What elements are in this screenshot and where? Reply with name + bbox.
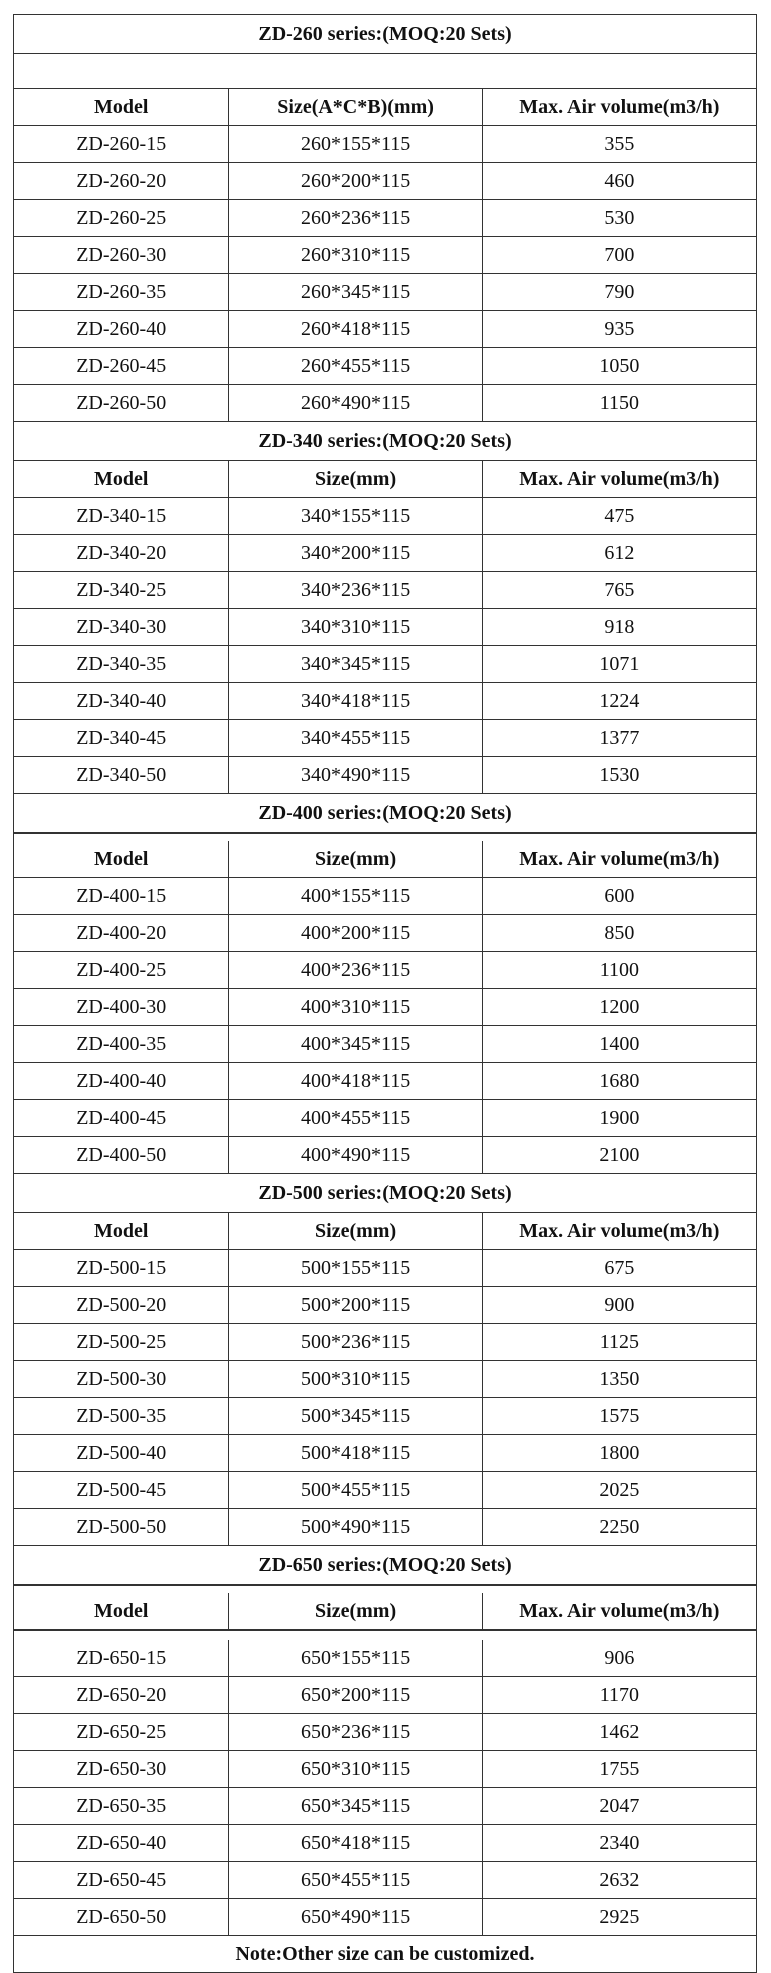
model-cell: ZD-650-50: [14, 1899, 229, 1935]
air-volume-cell: 2100: [599, 1143, 640, 1166]
size-cell: 400*236*115: [229, 952, 482, 988]
model-cell: ZD-400-50: [14, 1137, 229, 1173]
air-volume-cell: 355: [604, 132, 635, 155]
table-row: [14, 1398, 756, 1435]
size-cell: 650*418*115: [229, 1825, 482, 1861]
model-cell: ZD-650-25: [14, 1714, 229, 1750]
header-row: [14, 89, 756, 126]
column-header: Model: [14, 841, 229, 877]
air-volume-cell: 1350: [599, 1367, 640, 1390]
series-title: ZD-260 series:(MOQ:20 Sets): [14, 15, 756, 54]
model-cell: ZD-340-35: [14, 646, 229, 682]
air-volume-cell: 2047: [599, 1794, 640, 1817]
series-title: ZD-340 series:(MOQ:20 Sets): [14, 422, 756, 461]
air-volume-cell: 1050: [599, 354, 640, 377]
table-row: [14, 1324, 756, 1361]
table-row: [14, 163, 756, 200]
header-row: [14, 461, 756, 498]
table-row: [14, 498, 756, 535]
model-cell: ZD-340-30: [14, 609, 229, 645]
table-row: [14, 1137, 756, 1174]
size-cell: 400*490*115: [229, 1137, 482, 1173]
size-cell: 650*236*115: [229, 1714, 482, 1750]
air-volume-cell: 1200: [599, 995, 640, 1018]
table-row: [14, 200, 756, 237]
air-volume-cell: 1755: [599, 1757, 640, 1780]
table-row: [14, 1100, 756, 1137]
air-volume-cell: 935: [604, 317, 635, 340]
model-cell: ZD-400-15: [14, 878, 229, 914]
table-row: [14, 1788, 756, 1825]
air-volume-cell: 1377: [599, 726, 640, 749]
model-cell: ZD-500-20: [14, 1287, 229, 1323]
table-row: [14, 1714, 756, 1751]
size-cell: 340*310*115: [229, 609, 482, 645]
model-cell: ZD-650-45: [14, 1862, 229, 1898]
model-cell: ZD-260-15: [14, 126, 229, 162]
size-cell: 260*310*115: [229, 237, 482, 273]
size-cell: 400*455*115: [229, 1100, 482, 1136]
size-cell: 260*200*115: [229, 163, 482, 199]
size-cell: 340*490*115: [229, 757, 482, 793]
column-header: Size(mm): [229, 1213, 482, 1249]
spec-table: [13, 14, 757, 1973]
size-cell: 260*455*115: [229, 348, 482, 384]
air-volume-cell: 675: [604, 1256, 635, 1279]
model-cell: ZD-400-25: [14, 952, 229, 988]
air-volume-cell: 1530: [599, 763, 640, 786]
table-row: [14, 385, 756, 422]
air-volume-cell: 475: [604, 504, 635, 527]
air-volume-cell: 900: [604, 1293, 635, 1316]
air-volume-cell: 906: [604, 1646, 635, 1669]
air-volume-cell: 918: [604, 615, 635, 638]
air-volume-cell: 850: [604, 921, 635, 944]
model-cell: ZD-400-30: [14, 989, 229, 1025]
model-cell: ZD-260-25: [14, 200, 229, 236]
air-volume-cell: 790: [604, 280, 635, 303]
model-cell: ZD-260-45: [14, 348, 229, 384]
air-volume-cell: 1462: [599, 1720, 640, 1743]
table-row: [14, 683, 756, 720]
model-cell: ZD-500-15: [14, 1250, 229, 1286]
header-row: [14, 1593, 756, 1630]
model-cell: ZD-500-50: [14, 1509, 229, 1545]
table-row: [14, 609, 756, 646]
model-cell: ZD-260-40: [14, 311, 229, 347]
air-volume-cell: 1071: [599, 652, 640, 675]
model-cell: ZD-500-40: [14, 1435, 229, 1471]
model-cell: ZD-650-35: [14, 1788, 229, 1824]
footnote: Note:Other size can be customized.: [14, 1936, 756, 1973]
size-cell: 340*345*115: [229, 646, 482, 682]
table-row: [14, 126, 756, 163]
table-row: [14, 274, 756, 311]
air-volume-cell: 1680: [599, 1069, 640, 1092]
model-cell: ZD-260-20: [14, 163, 229, 199]
table-row: [14, 757, 756, 794]
table-row: [14, 311, 756, 348]
model-cell: ZD-340-45: [14, 720, 229, 756]
table-row: [14, 1751, 756, 1788]
size-cell: 400*155*115: [229, 878, 482, 914]
size-cell: 260*345*115: [229, 274, 482, 310]
model-cell: ZD-340-40: [14, 683, 229, 719]
table-row: [14, 1677, 756, 1714]
column-header: Max. Air volume(m3/h): [519, 1599, 720, 1622]
table-row: [14, 1361, 756, 1398]
size-cell: 500*490*115: [229, 1509, 482, 1545]
table-row: [14, 1899, 756, 1936]
model-cell: ZD-340-25: [14, 572, 229, 608]
air-volume-cell: 1800: [599, 1441, 640, 1464]
size-cell: 400*418*115: [229, 1063, 482, 1099]
table-row: [14, 1640, 756, 1677]
table-row: [14, 237, 756, 274]
model-cell: ZD-650-15: [14, 1640, 229, 1676]
column-header: Max. Air volume(m3/h): [519, 95, 720, 118]
air-volume-cell: 530: [604, 206, 635, 229]
air-volume-cell: 2025: [599, 1478, 640, 1501]
table-row: [14, 1250, 756, 1287]
air-volume-cell: 1125: [599, 1330, 639, 1353]
model-cell: ZD-260-50: [14, 385, 229, 421]
model-cell: ZD-500-35: [14, 1398, 229, 1434]
size-cell: 500*155*115: [229, 1250, 482, 1286]
size-cell: 260*418*115: [229, 311, 482, 347]
size-cell: 500*418*115: [229, 1435, 482, 1471]
size-cell: 340*200*115: [229, 535, 482, 571]
size-cell: 500*236*115: [229, 1324, 482, 1360]
air-volume-cell: 2340: [599, 1831, 640, 1854]
table-row: [14, 952, 756, 989]
column-header: Model: [14, 89, 229, 125]
size-cell: 650*310*115: [229, 1751, 482, 1787]
model-cell: ZD-500-25: [14, 1324, 229, 1360]
model-cell: ZD-650-40: [14, 1825, 229, 1861]
model-cell: ZD-340-50: [14, 757, 229, 793]
series-title: ZD-500 series:(MOQ:20 Sets): [14, 1174, 756, 1213]
model-cell: ZD-400-20: [14, 915, 229, 951]
column-header: Size(mm): [229, 841, 482, 877]
column-header: Size(mm): [229, 1593, 482, 1629]
size-cell: 340*455*115: [229, 720, 482, 756]
size-cell: 650*155*115: [229, 1640, 482, 1676]
size-cell: 650*345*115: [229, 1788, 482, 1824]
air-volume-cell: 1400: [599, 1032, 640, 1055]
size-cell: 500*200*115: [229, 1287, 482, 1323]
air-volume-cell: 765: [604, 578, 635, 601]
model-cell: ZD-260-35: [14, 274, 229, 310]
model-cell: ZD-340-20: [14, 535, 229, 571]
air-volume-cell: 2925: [599, 1905, 640, 1928]
table-row: [14, 1435, 756, 1472]
column-header: Max. Air volume(m3/h): [519, 1219, 720, 1242]
title-spacer: [14, 54, 756, 89]
size-cell: 500*345*115: [229, 1398, 482, 1434]
air-volume-cell: 600: [604, 884, 635, 907]
size-cell: 400*200*115: [229, 915, 482, 951]
model-cell: ZD-340-15: [14, 498, 229, 534]
table-row: [14, 1026, 756, 1063]
column-header: Model: [14, 461, 229, 497]
size-cell: 340*155*115: [229, 498, 482, 534]
table-row: [14, 1862, 756, 1899]
header-row: [14, 841, 756, 878]
table-row: [14, 1509, 756, 1546]
series-title: ZD-400 series:(MOQ:20 Sets): [14, 794, 756, 833]
air-volume-cell: 2632: [599, 1868, 640, 1891]
table-row: [14, 720, 756, 757]
air-volume-cell: 1170: [599, 1683, 639, 1706]
model-cell: ZD-400-45: [14, 1100, 229, 1136]
air-volume-cell: 1900: [599, 1106, 640, 1129]
air-volume-cell: 1575: [599, 1404, 640, 1427]
size-cell: 500*310*115: [229, 1361, 482, 1397]
table-row: [14, 1472, 756, 1509]
air-volume-cell: 460: [604, 169, 635, 192]
size-cell: 650*455*115: [229, 1862, 482, 1898]
table-row: [14, 572, 756, 609]
table-row: [14, 989, 756, 1026]
size-cell: 340*236*115: [229, 572, 482, 608]
model-cell: ZD-260-30: [14, 237, 229, 273]
size-cell: 400*310*115: [229, 989, 482, 1025]
size-cell: 650*200*115: [229, 1677, 482, 1713]
size-cell: 650*490*115: [229, 1899, 482, 1935]
table-row: [14, 348, 756, 385]
size-cell: 260*155*115: [229, 126, 482, 162]
column-header: Model: [14, 1213, 229, 1249]
size-cell: 400*345*115: [229, 1026, 482, 1062]
column-header: Model: [14, 1593, 229, 1629]
header-row: [14, 1213, 756, 1250]
size-cell: 260*490*115: [229, 385, 482, 421]
air-volume-cell: 700: [604, 243, 635, 266]
table-row: [14, 1825, 756, 1862]
model-cell: ZD-650-30: [14, 1751, 229, 1787]
air-volume-cell: 1150: [599, 391, 639, 414]
table-row: [14, 1063, 756, 1100]
model-cell: ZD-400-40: [14, 1063, 229, 1099]
model-cell: ZD-500-30: [14, 1361, 229, 1397]
air-volume-cell: 1224: [599, 689, 640, 712]
column-header: Max. Air volume(m3/h): [519, 847, 720, 870]
table-row: [14, 535, 756, 572]
table-row: [14, 915, 756, 952]
model-cell: ZD-400-35: [14, 1026, 229, 1062]
table-row: [14, 1287, 756, 1324]
model-cell: ZD-650-20: [14, 1677, 229, 1713]
size-cell: 340*418*115: [229, 683, 482, 719]
table-row: [14, 878, 756, 915]
air-volume-cell: 1100: [599, 958, 639, 981]
series-title: ZD-650 series:(MOQ:20 Sets): [14, 1546, 756, 1585]
size-cell: 500*455*115: [229, 1472, 482, 1508]
column-header: Size(mm): [229, 461, 482, 497]
table-row: [14, 646, 756, 683]
air-volume-cell: 2250: [599, 1515, 640, 1538]
model-cell: ZD-500-45: [14, 1472, 229, 1508]
column-header: Size(A*C*B)(mm): [229, 89, 482, 125]
air-volume-cell: 612: [604, 541, 635, 564]
size-cell: 260*236*115: [229, 200, 482, 236]
column-header: Max. Air volume(m3/h): [519, 467, 720, 490]
